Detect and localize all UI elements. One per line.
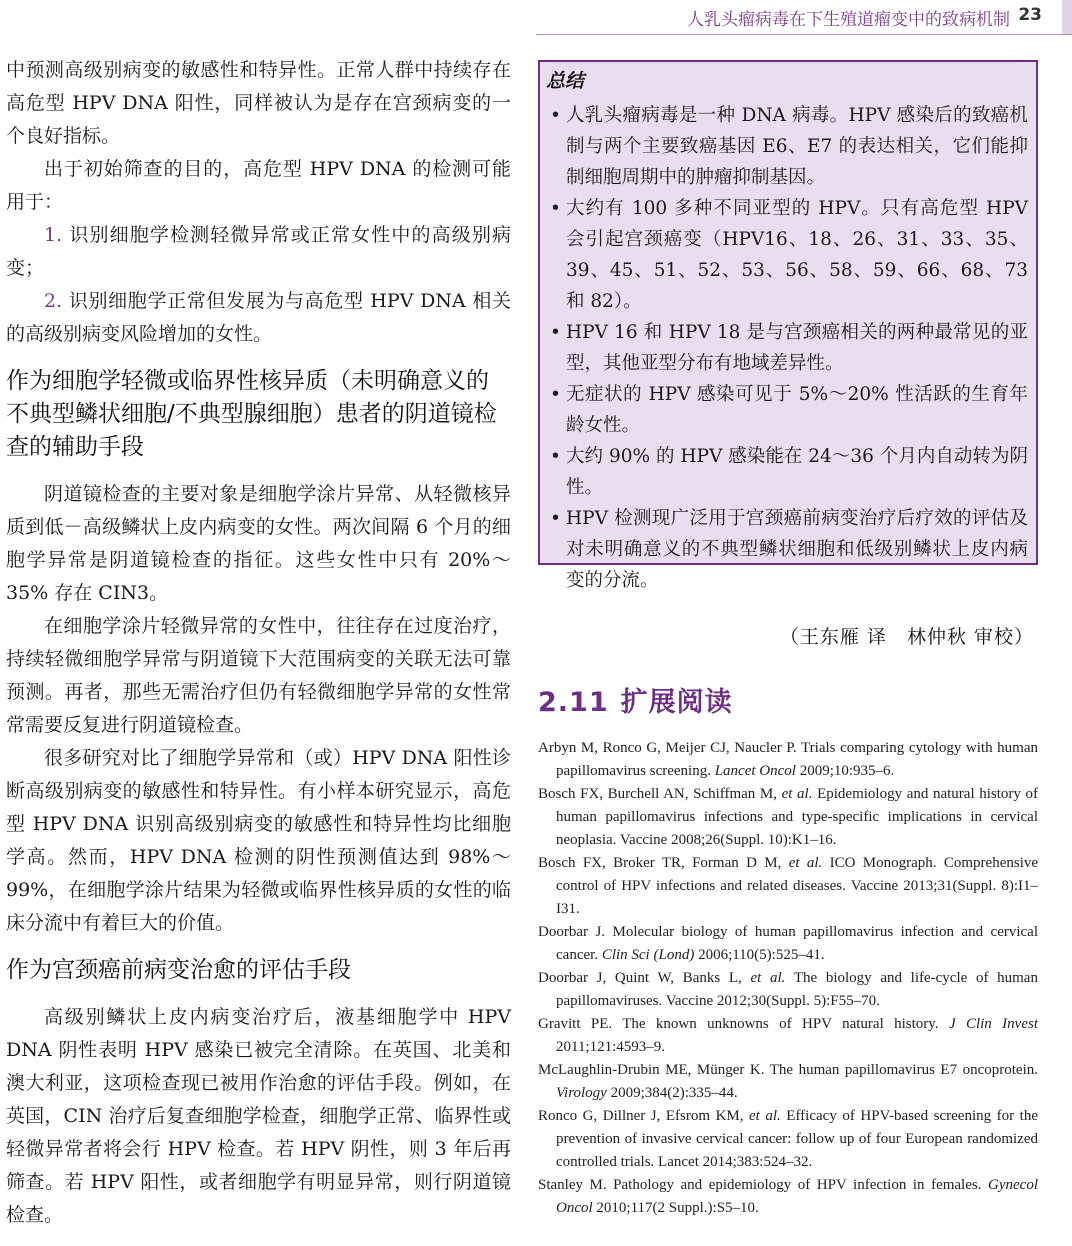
summary-title: 总结 <box>546 70 585 92</box>
reference-item: Stanley M. Pathology and epidemiology of HPV infection in females. Gynecol Oncol 2010;117(2 Suppl.):S5–10. <box>538 1177 1038 1216</box>
section-title: 扩展阅读 <box>620 687 733 718</box>
summary-list <box>550 100 1028 596</box>
paragraph: 很多研究对比了细胞学异常和（或）HPV DNA 阳性诊断高级别病变的敏感性和特异性。有小样本研究显示，高危型 HPV DNA 识别高级别病变的敏感性和特异性均比细胞学高。然而，HPV DNA 检测的阴性预测值达到 98%～99%，在细胞学涂片结果为轻微或临界性核异质的女性的临床分流中有着巨大的价值。 <box>6 747 511 934</box>
bullet-icon: • <box>550 446 561 467</box>
reference-item: Bosch FX, Broker TR, Forman D M, et al. ICO Monograph. Comprehensive control of HPV infections and related diseases. Vaccine 2013;31(Suppl. 8):I1–I31. <box>538 855 1039 917</box>
translator-credit: （王东雁 译 林仲秋 审校） <box>779 626 1034 648</box>
list-number: 2. <box>44 290 63 312</box>
paragraph: 出于初始筛查的目的，高危型 HPV DNA 的检测可能用于： <box>6 158 511 213</box>
paragraph: 高级别鳞状上皮内病变治疗后，液基细胞学中 HPV DNA 阴性表明 HPV 感染已被完全清除。在英国、北美和澳大利亚，这项检查现已被用作治愈的评估手段。例如，在英国，CIN 治疗后复查细胞学检查，细胞学正常、临界性或轻微异常者将会行 HPV 检查。若 HPV 阴性，则 3 年后再筛查。若 HPV 阳性，或者细胞学有明显异常，则行阴道镜检查。 <box>6 1006 511 1226</box>
subheading-test-of-cure: 作为宫颈癌前病变治愈的评估手段 <box>6 957 351 983</box>
bullet-icon: • <box>550 198 561 219</box>
reference-item: Doorbar J. Molecular biology of human papillomavirus infection and cervical cancer. Clin Sci (Lond) 2006;110(5):525–41. <box>538 924 1038 963</box>
summary-item: • 人乳头瘤病毒是一种 DNA 病毒。HPV 感染后的致癌机制与两个主要致癌基因 E6、E7 的表达相关，它们能抑制细胞周期中的肿瘤抑制基因。 <box>550 100 1028 193</box>
paragraph: 在细胞学涂片轻微异常的女性中，往往存在过度治疗，持续轻微细胞学异常与阴道镜下大范围病变的关联无法可靠预测。再者，那些无需治疗但仍有轻微细胞学异常的女性常常需要反复进行阴道镜检查。 <box>6 615 511 736</box>
bullet-icon: • <box>550 384 561 405</box>
list-text: 识别细胞学检测轻微异常或正常女性中的高级别病变； <box>6 224 511 279</box>
summary-item: • 大约 90% 的 HPV 感染能在 24～36 个月内自动转为阴性。 <box>550 441 1028 503</box>
bullet-icon: • <box>550 322 561 343</box>
reference-item: Arbyn M, Ronco G, Meijer CJ, Naucler P. Trials comparing cytology with human papillomavirus screening. Lancet Oncol 2009;10:935–6. <box>538 740 1038 779</box>
subheading-colposcopy: 作为细胞学轻微或临界性核异质（未明确意义的不典型鳞状细胞/不典型腺细胞）患者的阴道镜检查的辅助手段 <box>6 368 497 460</box>
header-rule <box>536 34 1072 35</box>
left-column <box>6 54 511 1232</box>
list-item <box>6 219 511 285</box>
paragraph: 中预测高级别病变的敏感性和特异性。正常人群中持续存在高危型 HPV DNA 阳性，同样被认为是存在宫颈病变的一个良好指标。 <box>6 59 511 147</box>
summary-item: • HPV 16 和 HPV 18 是与宫颈癌相关的两种最常见的亚型，其他亚型分布有地域差异性。 <box>550 317 1028 379</box>
reference-item: McLaughlin-Drubin ME, Münger K. The human papillomavirus E7 oncoprotein. Virology 2009;384(2):335–44. <box>538 1062 1038 1101</box>
page-header <box>0 0 1072 34</box>
summary-item: • 大约有 100 多种不同亚型的 HPV。只有高危型 HPV 会引起宫颈癌变（HPV16、18、26、31、33、35、39、45、51、52、53、56、58、59、66、68、73 和 82）。 <box>550 193 1028 317</box>
paragraph: 阴道镜检查的主要对象是细胞学涂片异常、从轻微核异质到低－高级鳞状上皮内病变的女性。两次间隔 6 个月的细胞学异常是阴道镜检查的指征。这些女性中只有 20%～35% 存在 CIN3。 <box>6 483 511 604</box>
reference-list <box>538 737 1038 1220</box>
reference-item: Doorbar J, Quint W, Banks L, et al. The biology and life-cycle of human papillomaviruses. Vaccine 2012;30(Suppl. 5):F55–70. <box>538 970 1038 1009</box>
list-item <box>6 285 511 351</box>
summary-item: • HPV 检测现广泛用于宫颈癌前病变治疗后疗效的评估及对未明确意义的不典型鳞状细胞和低级别鳞状上皮内病变的分流。 <box>550 503 1028 596</box>
summary-item: • 无症状的 HPV 感染可见于 5%～20% 性活跃的生育年龄女性。 <box>550 379 1028 441</box>
reference-item: Bosch FX, Burchell AN, Schiffman M, et al. Epidemiology and natural history of human papillomavirus infections and type-specific implications in cervical neoplasia. Vaccine 2008;26(Suppl. 10):K1–16. <box>538 786 1038 848</box>
list-text: 识别细胞学正常但发展为与高危型 HPV DNA 相关的高级别病变风险增加的女性。 <box>6 290 511 345</box>
section-heading <box>538 680 733 719</box>
section-number: 2.11 <box>538 687 609 718</box>
running-title: 人乳头瘤病毒在下生殖道瘤变中的致病机制 <box>687 10 1010 30</box>
reference-item: Ronco G, Dillner J, Efsrom KM, et al. Efficacy of HPV-based screening for the prevention of invasive cervical cancer: follow up of four European randomized controlled trials. Lancet 2014;383:524–32. <box>538 1108 1038 1170</box>
summary-box <box>538 60 1038 591</box>
reference-item: Gravitt PE. The known unknowns of HPV natural history. J Clin Invest 2011;121:4593–9. <box>538 1016 1038 1055</box>
bullet-icon: • <box>550 105 561 126</box>
list-number: 1. <box>44 224 63 246</box>
page-number: 23 <box>1018 5 1042 25</box>
bullet-icon: • <box>550 508 561 529</box>
header-accent-bar <box>1062 0 1072 34</box>
